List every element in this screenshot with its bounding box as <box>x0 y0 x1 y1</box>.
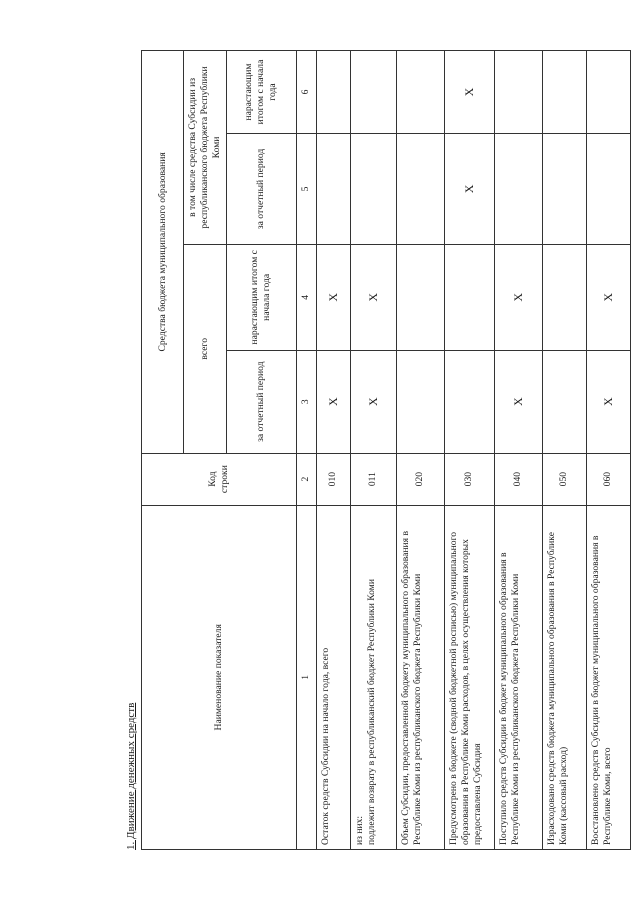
cell-republic-cumulative <box>396 51 444 134</box>
cell-total-period: X <box>316 350 350 453</box>
cell-republic-cumulative <box>586 51 630 134</box>
cash-flow-table <box>141 50 631 850</box>
table-row <box>444 51 494 850</box>
header-republic-period: за отчетный период <box>226 134 296 245</box>
row-name: из них: подлежит возврату в республиканский бюджет Республики Коми <box>350 505 396 849</box>
cell-republic-period <box>396 134 444 245</box>
row-code: 011 <box>350 453 396 505</box>
header-total: всего <box>184 244 227 453</box>
row-name: Поступило средств Субсидии в бюджет муниципального образования в Республике Коми из республиканского бюджета Республики Коми <box>494 505 542 849</box>
row-code: 060 <box>586 453 630 505</box>
column-number-row <box>296 51 316 850</box>
row-name: Остаток средств Субсидии на начало года, всего <box>316 505 350 849</box>
cell-republic-cumulative <box>542 51 586 134</box>
row-code: 050 <box>542 453 586 505</box>
cell-total-period <box>542 350 586 453</box>
row-code: 040 <box>494 453 542 505</box>
header-total-cumulative: нарастающим итогом с начала года <box>226 244 296 350</box>
header-code: Код строки <box>142 453 297 505</box>
column-number: 4 <box>296 244 316 350</box>
table-row <box>494 51 542 850</box>
header-row-1 <box>142 51 184 850</box>
row-name: Восстановлено средств Субсидии в бюджет муниципального образования в Республике Коми, всего <box>586 505 630 849</box>
header-municipal-funds: Средства бюджета муниципального образования <box>142 51 184 454</box>
column-number: 1 <box>296 505 316 849</box>
cell-republic-cumulative <box>494 51 542 134</box>
row-name: Объем Субсидии, предоставленной бюджету муниципального образования в Республике Коми из республиканского бюджета Республики Коми <box>396 505 444 849</box>
cell-total-period <box>396 350 444 453</box>
table-row <box>542 51 586 850</box>
cell-total-period: X <box>494 350 542 453</box>
cell-republic-period <box>586 134 630 245</box>
cell-total-cumulative: X <box>586 244 630 350</box>
table-row <box>316 51 350 850</box>
row-code: 020 <box>396 453 444 505</box>
cell-republic-cumulative <box>350 51 396 134</box>
cell-total-cumulative: X <box>316 244 350 350</box>
cell-republic-cumulative <box>316 51 350 134</box>
column-number: 5 <box>296 134 316 245</box>
cell-republic-period: X <box>444 134 494 245</box>
cell-total-cumulative <box>396 244 444 350</box>
cell-republic-period <box>316 134 350 245</box>
section-heading: 1. Движение денежных средств <box>125 702 137 850</box>
cell-total-cumulative <box>444 244 494 350</box>
cell-total-period: X <box>586 350 630 453</box>
cell-total-cumulative <box>542 244 586 350</box>
cell-republic-period <box>542 134 586 245</box>
cell-total-period: X <box>350 350 396 453</box>
header-republic-subsidy: в том числе средства Субсидии из республиканского бюджета Республики Коми <box>184 51 227 245</box>
column-number: 2 <box>296 453 316 505</box>
rotated-content <box>125 50 640 850</box>
header-republic-cumulative: нарастающим итогом с начала года <box>226 51 296 134</box>
row-name: Предусмотрено в бюджете (сводной бюджетной росписью) муниципального образования в Республике Коми расходов, в целях осуществления которых предоставлена Субсидия <box>444 505 494 849</box>
header-total-period: за отчетный период <box>226 350 296 453</box>
row-name: Израсходовано средств бюджета муниципального образования в Республике Коми (кассовый расход) <box>542 505 586 849</box>
cell-total-cumulative: X <box>350 244 396 350</box>
row-code: 010 <box>316 453 350 505</box>
table-row <box>350 51 396 850</box>
table-row <box>586 51 630 850</box>
cell-total-period <box>444 350 494 453</box>
cell-republic-cumulative: X <box>444 51 494 134</box>
cell-republic-period <box>350 134 396 245</box>
column-number: 6 <box>296 51 316 134</box>
column-number: 3 <box>296 350 316 453</box>
cell-total-cumulative: X <box>494 244 542 350</box>
cell-republic-period <box>494 134 542 245</box>
table-row <box>396 51 444 850</box>
header-name: Наименование показателя <box>142 505 297 849</box>
row-code: 030 <box>444 453 494 505</box>
